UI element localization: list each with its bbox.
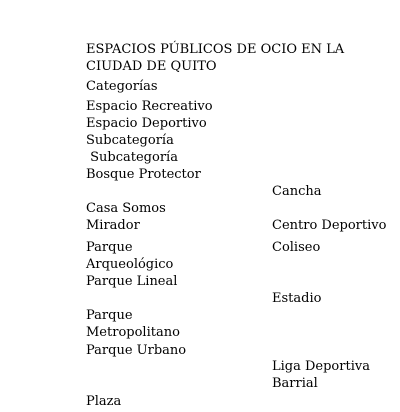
item-mirador: Mirador <box>86 218 140 233</box>
item-cancha: Cancha <box>272 184 322 199</box>
subcategory-header-1: Subcategoría <box>86 133 174 148</box>
title-line-2: CIUDAD DE QUITO <box>86 59 217 74</box>
item-liga-deportiva-line-1: Liga Deportiva <box>272 359 370 374</box>
item-casa-somos: Casa Somos <box>86 201 166 216</box>
item-estadio: Estadio <box>272 291 322 306</box>
item-liga-deportiva-barrial <box>272 358 370 392</box>
item-parque-metropolitano <box>86 307 180 341</box>
page-title <box>86 41 344 75</box>
item-parque-metropolitano-line-2: Metropolitano <box>86 325 180 340</box>
item-parque-arqueologico-line-1: Parque <box>86 240 133 255</box>
title-line-1: ESPACIOS PÚBLICOS DE OCIO EN LA <box>86 42 345 57</box>
item-liga-deportiva-line-2: Barrial <box>272 376 318 391</box>
category-espacio-deportivo: Espacio Deportivo <box>86 116 207 131</box>
categories-heading: Categorías <box>86 79 158 94</box>
item-centro-deportivo: Centro Deportivo <box>272 218 387 233</box>
item-bosque-protector: Bosque Protector <box>86 167 201 182</box>
item-parque-metropolitano-line-1: Parque <box>86 308 133 323</box>
item-parque-arqueologico <box>86 239 173 273</box>
item-plaza: Plaza <box>86 394 122 409</box>
item-parque-lineal: Parque Lineal <box>86 274 178 289</box>
item-coliseo: Coliseo <box>272 240 321 255</box>
item-parque-urbano: Parque Urbano <box>86 343 187 358</box>
category-espacio-recreativo: Espacio Recreativo <box>86 99 213 114</box>
subcategory-header-2: Subcategoría <box>86 150 178 165</box>
item-parque-arqueologico-line-2: Arqueológico <box>86 257 174 272</box>
